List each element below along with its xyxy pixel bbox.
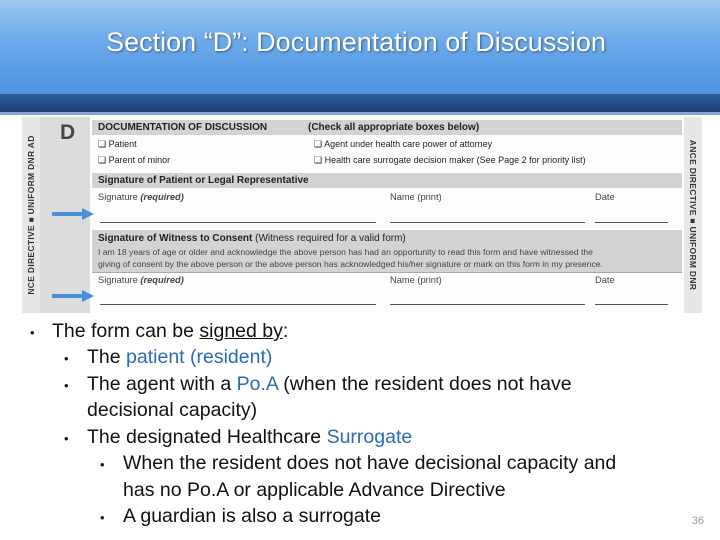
left-side-text: NCE DIRECTIVE ■ UNIFORM DNR AD — [26, 135, 36, 295]
bullet-dot: • — [30, 325, 35, 340]
name-label-1: Name (print) — [390, 192, 442, 202]
date-label-1: Date — [595, 192, 615, 202]
signature-line-2[interactable] — [100, 304, 376, 305]
checkbox-parent[interactable]: ❑ Parent of minor — [98, 155, 171, 165]
bullet-agent-continued: decisional capacity) — [87, 399, 258, 421]
date-label-2: Date — [595, 275, 615, 285]
bullet-dot: • — [64, 351, 69, 366]
witness-title: Signature of Witness to Consent (Witness required for a valid form) — [98, 233, 406, 244]
right-side-strip — [684, 117, 702, 313]
signature-line-1[interactable] — [100, 222, 376, 223]
checkbox-surrogate[interactable]: ❑ Health care surrogate decision maker (See Page 2 for priority list) — [314, 155, 586, 165]
checkbox-agent[interactable]: ❑ Agent under health care power of attorney — [314, 139, 493, 149]
name-label-2: Name (print) — [390, 275, 442, 285]
witness-block — [92, 230, 682, 272]
date-line-1[interactable] — [595, 222, 668, 223]
bullet-patient: The patient (resident) — [87, 346, 273, 368]
documentation-title: DOCUMENTATION OF DISCUSSION — [98, 122, 268, 133]
slide-title: Section “D”: Documentation of Discussion — [106, 27, 606, 57]
patient-signature-title: Signature of Patient or Legal Representative — [98, 175, 309, 186]
documentation-note: (Check all appropriate boxes below) — [308, 122, 480, 133]
checkbox-patient[interactable]: ❑ Patient — [98, 139, 137, 149]
bullet-no-capacity: When the resident does not have decisional capacity and — [123, 452, 617, 474]
witness-separator — [92, 272, 682, 273]
bullet-guardian: A guardian is also a surrogate — [123, 505, 381, 527]
witness-text-2: giving of consent by the above person or the above person has acknowledged his/her signature or mark on this form in my presence. — [98, 259, 603, 269]
arrow-right-icon — [52, 208, 94, 220]
bullet-agent: The agent with a Po.A (when the resident does not have — [87, 373, 572, 395]
form-section-d — [22, 117, 702, 313]
signature-label-1: Signature (required) — [98, 192, 184, 202]
bullet-dot: • — [64, 431, 69, 446]
name-line-1[interactable] — [390, 222, 585, 223]
bullet-dot: • — [100, 457, 105, 472]
left-side-strip — [22, 117, 40, 313]
witness-text-1: I am 18 years of age or older and acknowledge the above person has had an opportunity to read this form and have witnessed the — [98, 247, 593, 257]
bullet-no-capacity-continued: has no Po.A or applicable Advance Directive — [123, 479, 506, 501]
bullet-dot: • — [64, 378, 69, 393]
right-side-text: ANCE DIRECTIVE ■ UNIFORM DNR — [688, 139, 698, 291]
bullet-signed-by: The form can be signed by: — [52, 320, 289, 342]
bullet-dot: • — [100, 510, 105, 525]
name-line-2[interactable] — [390, 304, 585, 305]
page-number: 36 — [691, 515, 704, 527]
section-letter: D — [60, 121, 76, 144]
bullet-surrogate: The designated Healthcare Surrogate — [87, 426, 413, 448]
arrow-right-icon — [52, 290, 94, 302]
signature-label-2: Signature (required) — [98, 275, 184, 285]
documentation-header — [92, 120, 682, 135]
patient-signature-header — [92, 173, 682, 188]
form-content — [92, 117, 682, 313]
title-divider-band — [0, 94, 720, 112]
date-line-2[interactable] — [595, 304, 668, 305]
